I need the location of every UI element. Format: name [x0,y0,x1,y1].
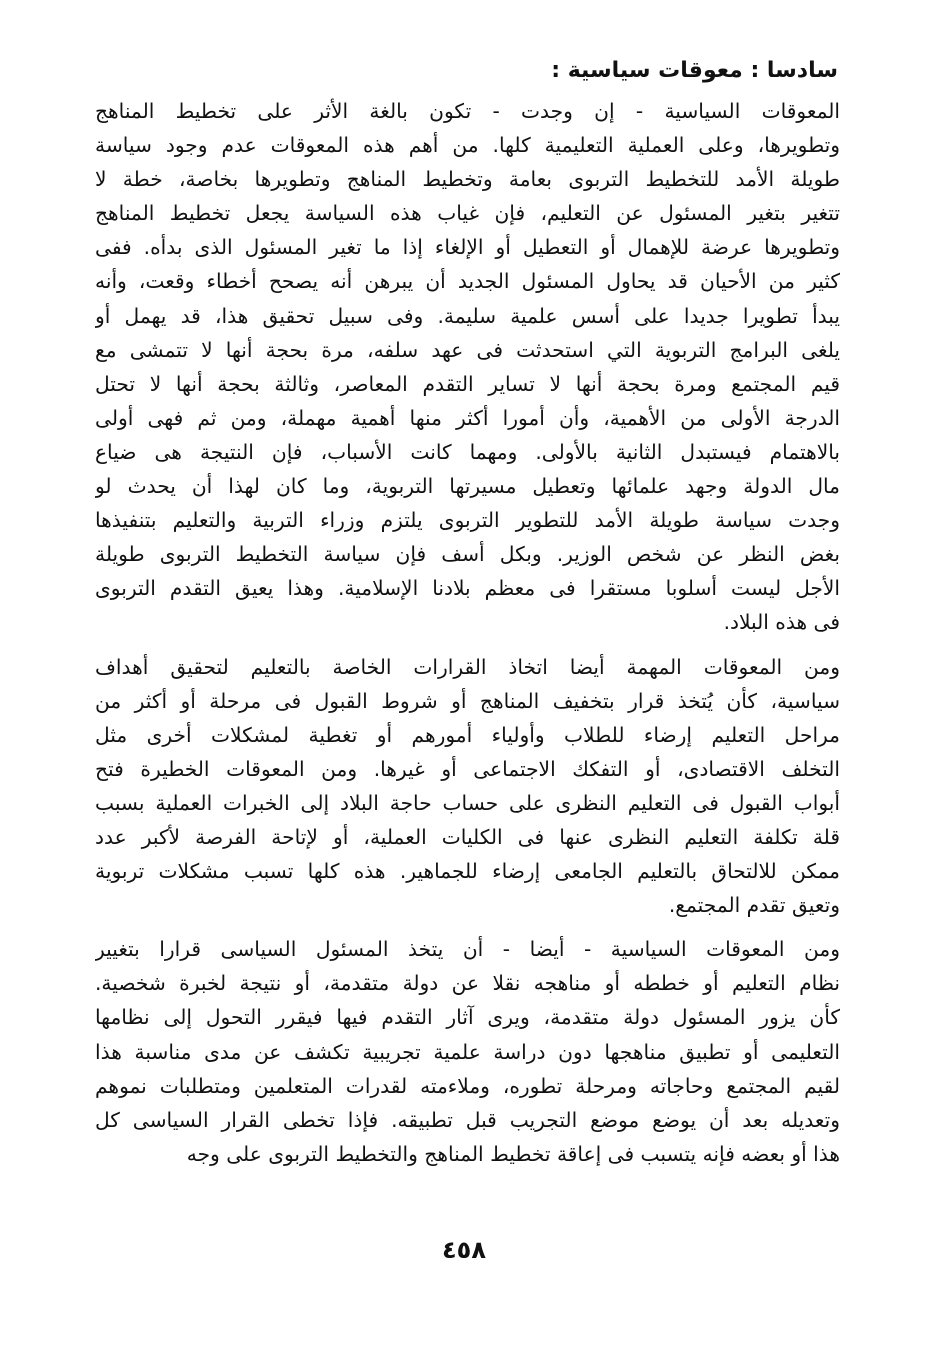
text-line: بالاهتمام فيستبدل الثانية بالأولى. ومهما كانت الأسباب، فإن النتيجة هى ضياع [95,439,840,464]
text-line: مال الدولة وجهد علمائها وتعطيل مسيرتها التربوية، وما كان لهذا أن يحدث لو [95,474,840,499]
text-line: يبدأ تطويرا جديدا على أسس علمية سليمة. وفى سبيل تحقيق هذا، قد يهمل أو [95,303,840,328]
paragraph-gap [95,640,840,650]
paragraph-2 [95,650,840,923]
text-line: مراحل التعليم إرضاء للطلاب وأولياء أمورهم أو تغطية لمشكلات أخرى مثل [95,722,840,747]
text-line: قيم المجتمع ومرة بحجة أنها لا تساير التقدم المعاصر، وثالثة بحجة أنها لا تحتل [95,371,840,396]
text-line: يلغى البرامج التربوية التي استحدثت فى عهد سلفه، مرة بحجة أنها لا تتمشى مع [95,337,840,362]
text-block [95,48,840,1171]
text-line: سياسية، كأن يُتخذ قرار بتخفيف المناهج أو شروط القبول فى مرحلة أو أكثر من [95,688,840,713]
text-line: نظام التعليم أو خططه أو مناهجه نقلا عن دولة متقدمة، أو نتيجة لخبرة شخصية. [95,971,840,996]
section-title: سادسا : معوقات سياسية : [551,58,838,83]
text-line: وتعديله بعد أن يوضع موضع التجريب قبل تطبيقه. فإذا تخطى القرار السياسى كل [95,1107,840,1132]
text-line: وتطويرها، وعلى العملية التعليمية كلها. من أهم هذه المعوقات عدم وجود سياسة [95,133,840,158]
text-line: التخلف الاقتصادى، أو التفكك الاجتماعى أو غيرها. ومن المعوقات الخطيرة فتح [95,756,840,781]
text-line: أبواب القبول فى التعليم النظرى على حساب حاجة البلاد إلى الخبرات العملية بسبب [95,790,840,815]
paragraph-3 [95,932,840,1171]
paragraph-1 [95,94,840,640]
text-line: الأجل ليست أسلوبا مستقرا فى معظم بلادنا الإسلامية. وهذا يعيق التقدم التربوى [95,576,840,601]
text-line: كثير من الأحيان قد يحاول المسئول الجديد أن يبرهن أنه يصحح أخطاء وقعت، وأنه [95,269,840,294]
text-line: الدرجة الأولى من الأهمية، وأن أمورا أكثر منها أهمية مهملة، ومن ثم فهى أولى [95,405,840,430]
text-line: كأن يزور المسئول دولة متقدمة، ويرى آثار التقدم فيها فيقرر التحول إلى نظامها [95,1005,840,1030]
text-line: قلة تكلفة التعليم النظرى عنها فى الكليات العملية، أو لإتاحة الفرصة لأكبر عدد [95,824,840,849]
page-number: ٤٥٨ [442,1236,486,1264]
text-line: وتعيق تقدم المجتمع. [668,893,840,918]
text-line: هذا أو بعضه فإنه يتسبب فى إعاقة تخطيط المناهج والتخطيط التربوى على وجه [186,1141,840,1166]
text-line: المعوقات السياسية - إن وجدت - تكون بالغة الأثر على تخطيط المناهج [95,99,840,123]
text-line: فى هذه البلاد. [723,610,840,635]
text-line: ممكن للالتحاق بالتعليم الجامعى إرضاء للجماهير. هذه كلها تسبب مشكلات تربوية [95,859,840,884]
text-line: بغض النظر عن شخص الوزير. وبكل أسف فإن سياسة التخطيط التربوى طويلة [95,542,840,567]
text-line: التعليمى أو تطبيق مناهجها دون دراسة علمية تجريبية تكشف عن مدى مناسبة هذا [95,1039,840,1064]
text-line: ومن المعوقات المهمة أيضا اتخاذ القرارات الخاصة بالتعليم لتحقيق أهداف [95,654,840,679]
text-line: تتغير بتغير المسئول عن التعليم، فإن غياب هذه السياسة يجعل تخطيط المناهج [95,201,840,226]
text-line: ومن المعوقات السياسية - أيضا - أن يتخذ المسئول السياسى قرارا بتغيير [95,937,840,962]
text-line: وجدت سياسة طويلة الأمد للتطوير التربوى يلتزم وزراء التربية والتعليم بتنفيذها [95,508,840,533]
text-line: وتطويرها عرضة للإهمال أو التعطيل أو الإلغاء إذا ما تغير المسئول الذى بدأه. ففى [95,235,840,260]
text-line: طويلة الأمد للتخطيط التربوى بعامة وتخطيط المناهج وتطويرها بخاصة، خطة لا [95,167,840,192]
paragraph-gap [95,922,840,932]
text-line: لقيم المجتمع وحاجاته ومرحلة تطوره، وملاءمته لقدرات المتعلمين ومتطلبات نموهم [95,1073,840,1098]
